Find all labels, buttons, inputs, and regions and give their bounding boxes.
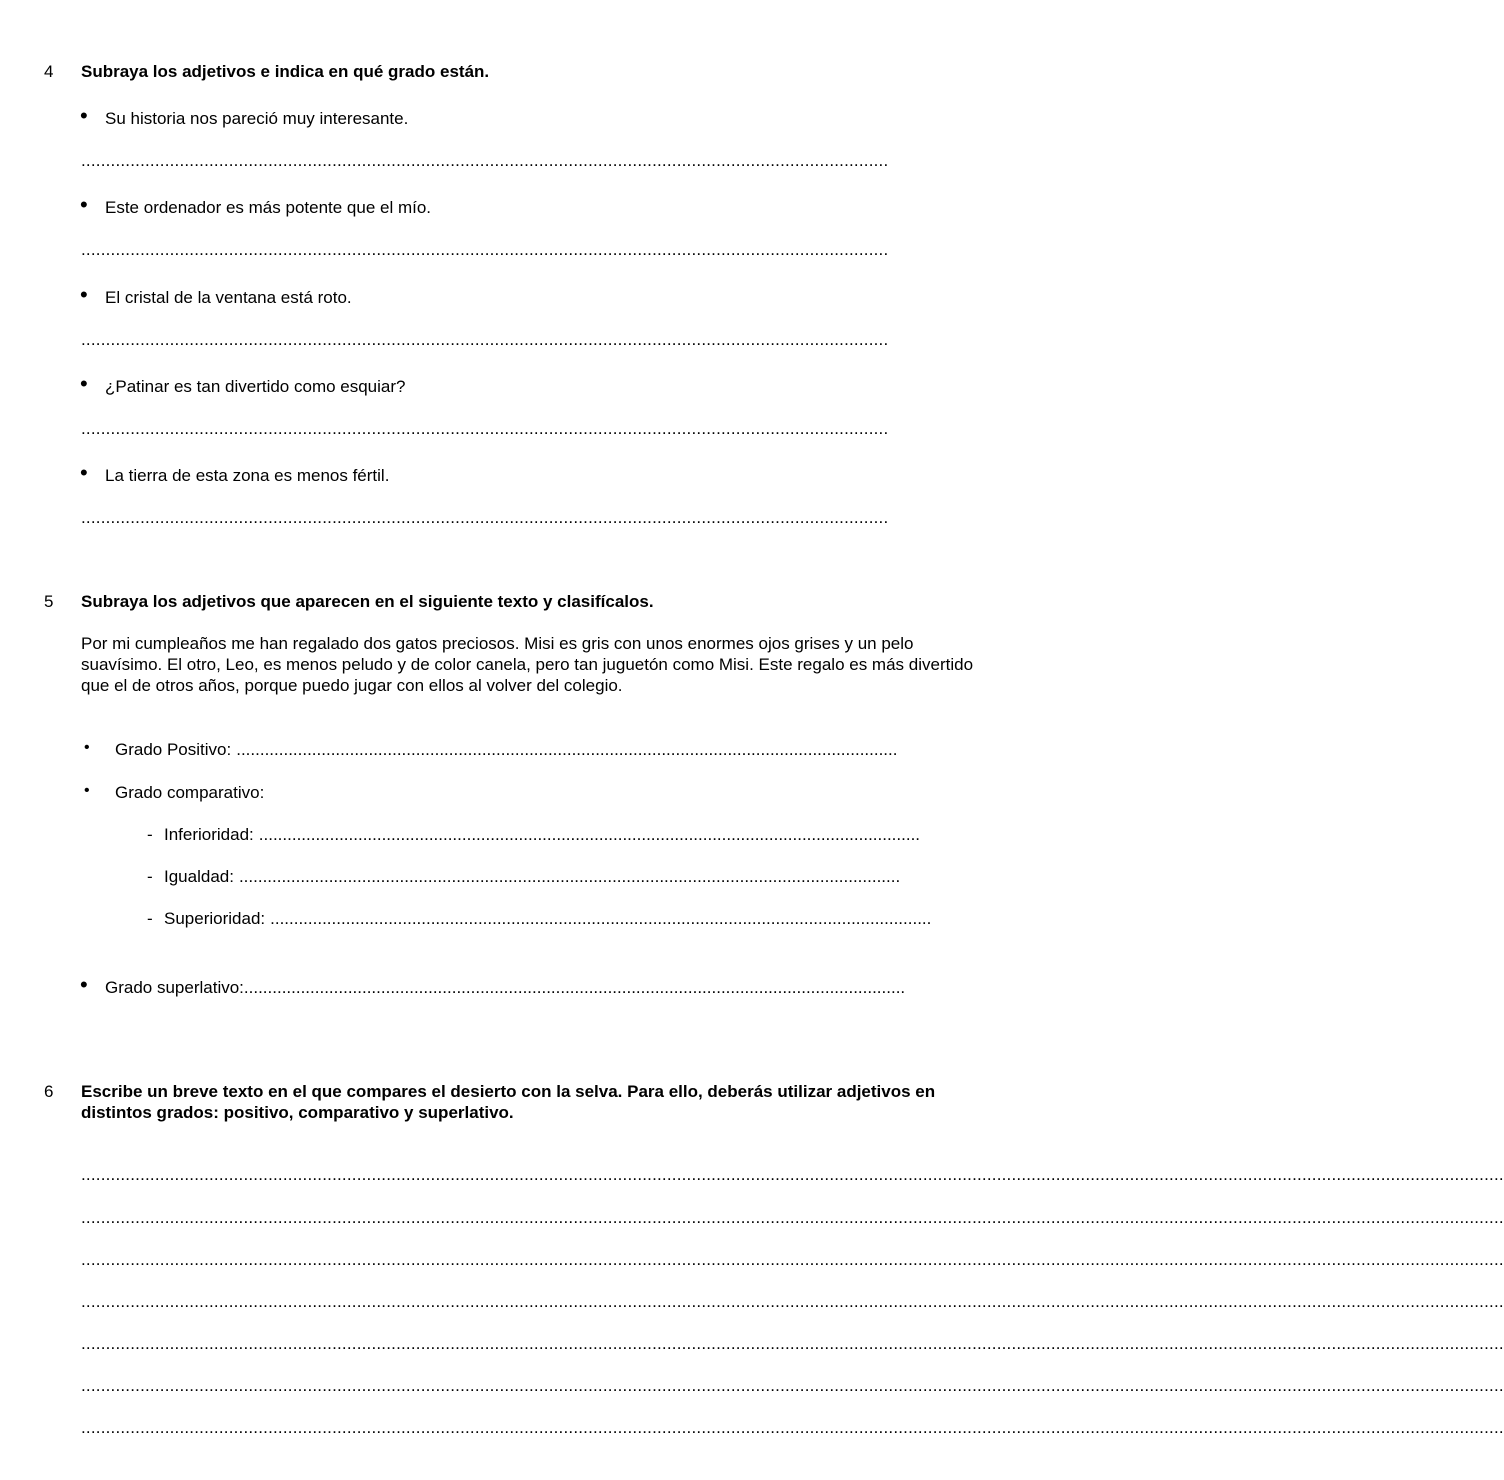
positive-row	[115, 740, 898, 760]
superlative-answer-line[interactable]: ............................................................................................................................................	[243, 978, 906, 997]
exercise-4-item-1: Su historia nos pareció muy interesante.	[105, 109, 409, 128]
bullet-icon: •	[80, 371, 88, 396]
dash-icon: -	[147, 825, 153, 844]
positive-label: Grado Positivo:	[115, 740, 232, 759]
bullet-icon: •	[80, 972, 88, 997]
equality-answer-line[interactable]: ............................................................................................................................................	[238, 867, 901, 886]
exercise-6-number: 6	[44, 1082, 54, 1101]
inferiority-label: Inferioridad:	[164, 825, 254, 844]
writing-line-5[interactable]: .................................................................................................................................................................................................................................................................................................	[81, 1334, 1504, 1353]
writing-line-3[interactable]: .................................................................................................................................................................................................................................................................................................	[81, 1250, 1504, 1269]
comparative-label: Grado comparativo:	[115, 783, 265, 802]
writing-line-1[interactable]: .................................................................................................................................................................................................................................................................................................	[81, 1165, 1504, 1184]
exercise-4-item-5: La tierra de esta zona es menos fértil.	[105, 466, 390, 485]
bullet-icon: •	[84, 782, 90, 799]
positive-answer-line[interactable]: ............................................................................................................................................	[236, 740, 898, 759]
bullet-icon: •	[84, 739, 90, 756]
bullet-icon: •	[80, 192, 88, 217]
exercise-4-item-2: Este ordenador es más potente que el mío.	[105, 198, 432, 217]
exercise-4-item-4: ¿Patinar es tan divertido como esquiar?	[105, 377, 406, 396]
answer-line-1[interactable]: ....................................................................................................................................................................	[81, 151, 889, 170]
answer-line-5[interactable]: ....................................................................................................................................................................	[81, 508, 889, 527]
superiority-row	[164, 909, 932, 929]
answer-line-2[interactable]: ....................................................................................................................................................................	[81, 240, 889, 259]
writing-line-2[interactable]: .................................................................................................................................................................................................................................................................................................	[81, 1208, 1504, 1227]
answer-line-4[interactable]: ....................................................................................................................................................................	[81, 419, 889, 438]
bullet-icon: •	[80, 460, 88, 485]
exercise-5-title: Subraya los adjetivos que aparecen en el siguiente texto y clasifícalos.	[81, 592, 654, 611]
superlative-label: Grado superlativo:	[105, 978, 244, 997]
answer-line-3[interactable]: ....................................................................................................................................................................	[81, 330, 889, 349]
inferiority-row	[164, 825, 921, 845]
superlative-row	[105, 978, 906, 998]
superiority-answer-line[interactable]: ............................................................................................................................................	[270, 909, 932, 928]
exercise-6-title: Escribe un breve texto en el que compares el desierto con la selva. Para ello, deberás utilizar adjetivos en distintos grados: positivo, comparativo y superlativo.	[81, 1082, 936, 1122]
equality-label: Igualdad:	[164, 867, 234, 886]
exercise-5-text: Por mi cumpleaños me han regalado dos gatos preciosos. Misi es gris con unos enormes ojos grises y un pelo suavísimo. El otro, Leo, es menos peludo y de color canela, pero tan juguetón como Misi. Este regalo es más divertido que el de otros años, porque puedo jugar con ellos al volver del colegio.	[81, 634, 974, 695]
writing-line-4[interactable]: .................................................................................................................................................................................................................................................................................................	[81, 1292, 1504, 1311]
exercise-4-title: Subraya los adjetivos e indica en qué grado están.	[81, 62, 490, 81]
writing-line-6[interactable]: .................................................................................................................................................................................................................................................................................................	[81, 1376, 1504, 1395]
superiority-label: Superioridad:	[164, 909, 266, 928]
exercise-4-item-3: El cristal de la ventana está roto.	[105, 288, 352, 307]
exercise-4-number: 4	[44, 62, 54, 81]
exercise-5-number: 5	[44, 592, 54, 611]
dash-icon: -	[147, 867, 153, 886]
bullet-icon: •	[80, 282, 88, 307]
dash-icon: -	[147, 909, 153, 928]
bullet-icon: •	[80, 103, 88, 128]
writing-line-7[interactable]: .................................................................................................................................................................................................................................................................................................	[81, 1418, 1504, 1437]
inferiority-answer-line[interactable]: ............................................................................................................................................	[258, 825, 921, 844]
equality-row	[164, 867, 901, 887]
